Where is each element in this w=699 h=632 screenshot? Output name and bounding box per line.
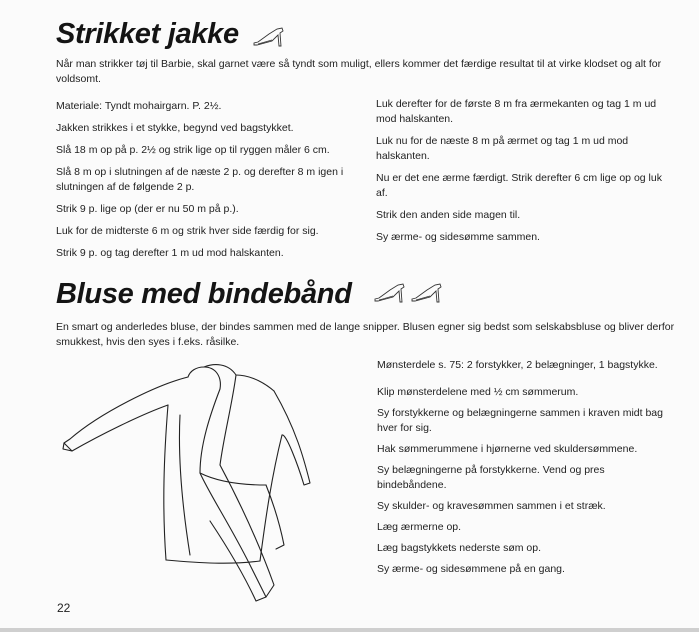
page-number: 22: [57, 601, 71, 615]
bottom-edge: [0, 628, 699, 632]
instruction-line: Luk derefter for de første 8 m fra ærmekanten og tag 1 m ud mod halskanten.: [376, 98, 657, 125]
step-line: Sy belægningerne på forstykkerne. Vend og pres bindebåndene.: [377, 464, 605, 491]
instruction-line: Jakken strikkes i et stykke, begynd ved bagstykket.: [56, 122, 294, 134]
step-line: Sy forstykkerne og belægningerne sammen i kraven midt bag hver for sig.: [377, 407, 663, 434]
section1-right-column: [376, 97, 676, 252]
instruction-line: Strik 9 p. og tag derefter 1 m ud mod halskanten.: [56, 247, 284, 259]
section1-left-column: [56, 99, 361, 268]
instruction-line: Slå 18 m op på p. 2½ og strik lige op til ryggen måler 6 cm.: [56, 144, 330, 156]
step-line: Sy ærme- og sidesømmene på en gang.: [377, 563, 565, 575]
step-line: Mønsterdele s. 75: 2 forstykker, 2 belægninger, 1 bagstykke.: [377, 359, 658, 371]
high-heel-shoe-icon: [410, 282, 444, 304]
step-line: Læg bagstykkets nederste søm op.: [377, 542, 541, 554]
step-line: Læg ærmerne op.: [377, 521, 462, 533]
high-heel-shoe-icon: [373, 282, 407, 304]
blouse-illustration: [60, 355, 360, 605]
section-title-bluse-med-bindebaand: Bluse med bindebånd: [56, 278, 352, 310]
step-line: Hak sømmerummene i hjørnerne ved skuldersømmene.: [377, 443, 638, 455]
instruction-line: Slå 8 m op i slutningen af de næste 2 p. og derefter 8 m igen i slutningen af de følgende 2 p.: [56, 166, 344, 193]
high-heel-shoe-icon: [252, 26, 286, 48]
instruction-line: Strik den anden side magen til.: [376, 209, 521, 221]
instruction-line: Materiale: Tyndt mohairgarn. P. 2½.: [56, 100, 222, 112]
step-line: Sy skulder- og kravesømmen sammen i et stræk.: [377, 500, 606, 512]
instruction-line: Strik 9 p. lige op (der er nu 50 m på p.).: [56, 203, 239, 215]
instruction-line: Luk for de midterste 6 m og strik hver side færdig for sig.: [56, 225, 319, 237]
section-title-strikket-jakke: Strikket jakke: [56, 18, 239, 50]
section2-steps: [377, 358, 677, 584]
instruction-line: Sy ærme- og sidesømme sammen.: [376, 231, 540, 243]
instruction-line: Nu er det ene ærme færdigt. Strik derefter 6 cm lige op og luk af.: [376, 172, 662, 199]
section2-intro: En smart og anderledes bluse, der bindes sammen med de lange snipper. Blusen egner sig bedst som selskabsbluse og bliver derfor smukkest, hvis den syes i f.eks. råsilke.: [56, 321, 675, 348]
step-line: Klip mønsterdelene med ½ cm sømmerum.: [377, 386, 579, 398]
section1-intro: Når man strikker tøj til Barbie, skal garnet være så tyndt som muligt, ellers kommer det færdige resultat til at virke klodset og alt for voldsomt.: [56, 58, 662, 85]
instruction-line: Luk nu for de næste 8 m på ærmet og tag 1 m ud mod halskanten.: [376, 135, 629, 162]
